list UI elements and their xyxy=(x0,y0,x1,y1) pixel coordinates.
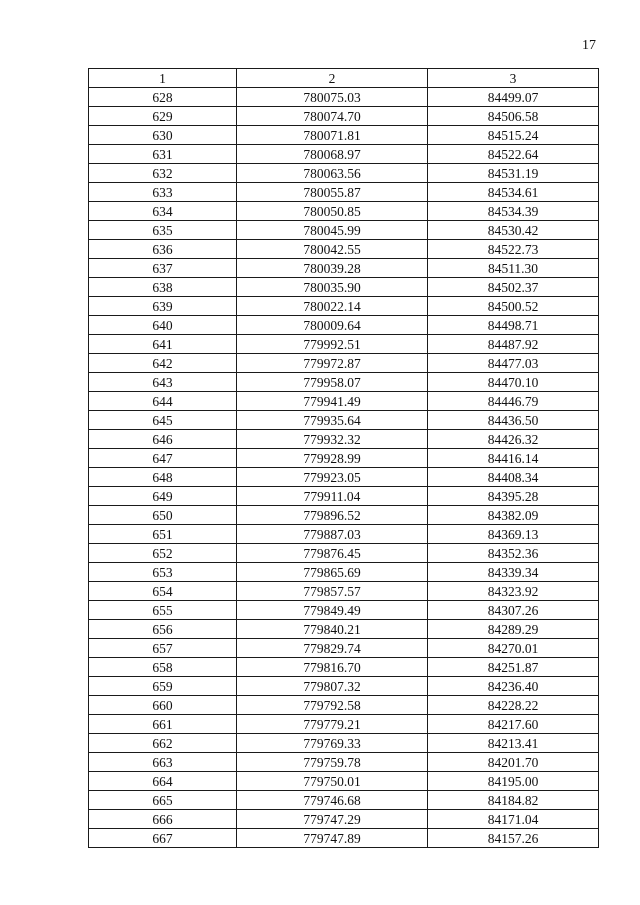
point-number-cell: 666 xyxy=(89,810,237,829)
point-number-cell: 631 xyxy=(89,145,237,164)
y-coordinate-cell: 84157.26 xyxy=(428,829,599,848)
point-number-cell: 655 xyxy=(89,601,237,620)
x-coordinate-cell: 779865.69 xyxy=(237,563,428,582)
x-coordinate-cell: 779779.21 xyxy=(237,715,428,734)
table-row xyxy=(89,354,599,373)
table-row xyxy=(89,335,599,354)
y-coordinate-cell: 84395.28 xyxy=(428,487,599,506)
y-coordinate-cell: 84522.64 xyxy=(428,145,599,164)
x-coordinate-cell: 780075.03 xyxy=(237,88,428,107)
point-number-cell: 628 xyxy=(89,88,237,107)
x-coordinate-cell: 779958.07 xyxy=(237,373,428,392)
y-coordinate-cell: 84436.50 xyxy=(428,411,599,430)
x-coordinate-cell: 780022.14 xyxy=(237,297,428,316)
x-coordinate-cell: 779911.04 xyxy=(237,487,428,506)
y-coordinate-cell: 84270.01 xyxy=(428,639,599,658)
y-coordinate-cell: 84369.13 xyxy=(428,525,599,544)
point-number-cell: 635 xyxy=(89,221,237,240)
table-row xyxy=(89,506,599,525)
table-row xyxy=(89,88,599,107)
point-number-cell: 642 xyxy=(89,354,237,373)
y-coordinate-cell: 84213.41 xyxy=(428,734,599,753)
y-coordinate-cell: 84171.04 xyxy=(428,810,599,829)
y-coordinate-cell: 84408.34 xyxy=(428,468,599,487)
point-number-cell: 629 xyxy=(89,107,237,126)
table-row xyxy=(89,487,599,506)
x-coordinate-cell: 779759.78 xyxy=(237,753,428,772)
header-row xyxy=(89,69,599,88)
table-row xyxy=(89,658,599,677)
point-number-cell: 640 xyxy=(89,316,237,335)
point-number-cell: 638 xyxy=(89,278,237,297)
point-number-cell: 648 xyxy=(89,468,237,487)
point-number-cell: 658 xyxy=(89,658,237,677)
x-coordinate-cell: 780074.70 xyxy=(237,107,428,126)
y-coordinate-cell: 84426.32 xyxy=(428,430,599,449)
point-number-cell: 663 xyxy=(89,753,237,772)
table-row xyxy=(89,164,599,183)
y-coordinate-cell: 84382.09 xyxy=(428,506,599,525)
x-coordinate-cell: 779923.05 xyxy=(237,468,428,487)
table-row xyxy=(89,107,599,126)
point-number-cell: 644 xyxy=(89,392,237,411)
table-row xyxy=(89,259,599,278)
x-coordinate-cell: 779876.45 xyxy=(237,544,428,563)
point-number-cell: 654 xyxy=(89,582,237,601)
y-coordinate-cell: 84487.92 xyxy=(428,335,599,354)
y-coordinate-cell: 84470.10 xyxy=(428,373,599,392)
point-number-cell: 660 xyxy=(89,696,237,715)
point-number-cell: 643 xyxy=(89,373,237,392)
y-coordinate-cell: 84339.34 xyxy=(428,563,599,582)
table-row xyxy=(89,829,599,848)
x-coordinate-cell: 780042.55 xyxy=(237,240,428,259)
y-coordinate-cell: 84534.61 xyxy=(428,183,599,202)
y-coordinate-cell: 84530.42 xyxy=(428,221,599,240)
x-coordinate-cell: 779941.49 xyxy=(237,392,428,411)
x-coordinate-cell: 780063.56 xyxy=(237,164,428,183)
column-header-1: 1 xyxy=(89,69,237,88)
y-coordinate-cell: 84499.07 xyxy=(428,88,599,107)
y-coordinate-cell: 84352.36 xyxy=(428,544,599,563)
coordinates-table xyxy=(88,68,599,848)
point-number-cell: 657 xyxy=(89,639,237,658)
x-coordinate-cell: 779769.33 xyxy=(237,734,428,753)
y-coordinate-cell: 84498.71 xyxy=(428,316,599,335)
y-coordinate-cell: 84534.39 xyxy=(428,202,599,221)
table-row xyxy=(89,620,599,639)
table-row xyxy=(89,202,599,221)
table-row xyxy=(89,677,599,696)
point-number-cell: 650 xyxy=(89,506,237,525)
table-row xyxy=(89,715,599,734)
point-number-cell: 634 xyxy=(89,202,237,221)
y-coordinate-cell: 84500.52 xyxy=(428,297,599,316)
table-row xyxy=(89,639,599,658)
x-coordinate-cell: 779816.70 xyxy=(237,658,428,677)
y-coordinate-cell: 84531.19 xyxy=(428,164,599,183)
point-number-cell: 633 xyxy=(89,183,237,202)
y-coordinate-cell: 84228.22 xyxy=(428,696,599,715)
point-number-cell: 656 xyxy=(89,620,237,639)
x-coordinate-cell: 780068.97 xyxy=(237,145,428,164)
point-number-cell: 636 xyxy=(89,240,237,259)
x-coordinate-cell: 779746.68 xyxy=(237,791,428,810)
table-row xyxy=(89,582,599,601)
table-row xyxy=(89,525,599,544)
table-row xyxy=(89,145,599,164)
table-row xyxy=(89,430,599,449)
table-row xyxy=(89,240,599,259)
y-coordinate-cell: 84195.00 xyxy=(428,772,599,791)
y-coordinate-cell: 84184.82 xyxy=(428,791,599,810)
y-coordinate-cell: 84515.24 xyxy=(428,126,599,145)
y-coordinate-cell: 84502.37 xyxy=(428,278,599,297)
x-coordinate-cell: 780071.81 xyxy=(237,126,428,145)
x-coordinate-cell: 779829.74 xyxy=(237,639,428,658)
table-row xyxy=(89,810,599,829)
x-coordinate-cell: 779792.58 xyxy=(237,696,428,715)
x-coordinate-cell: 779750.01 xyxy=(237,772,428,791)
point-number-cell: 664 xyxy=(89,772,237,791)
table-row xyxy=(89,278,599,297)
x-coordinate-cell: 779807.32 xyxy=(237,677,428,696)
x-coordinate-cell: 779972.87 xyxy=(237,354,428,373)
y-coordinate-cell: 84307.26 xyxy=(428,601,599,620)
x-coordinate-cell: 780055.87 xyxy=(237,183,428,202)
column-header-3: 3 xyxy=(428,69,599,88)
table-row xyxy=(89,392,599,411)
point-number-cell: 665 xyxy=(89,791,237,810)
y-coordinate-cell: 84323.92 xyxy=(428,582,599,601)
x-coordinate-cell: 779747.89 xyxy=(237,829,428,848)
table-row xyxy=(89,183,599,202)
point-number-cell: 651 xyxy=(89,525,237,544)
x-coordinate-cell: 779896.52 xyxy=(237,506,428,525)
point-number-cell: 661 xyxy=(89,715,237,734)
point-number-cell: 641 xyxy=(89,335,237,354)
point-number-cell: 630 xyxy=(89,126,237,145)
y-coordinate-cell: 84217.60 xyxy=(428,715,599,734)
table-row xyxy=(89,601,599,620)
point-number-cell: 659 xyxy=(89,677,237,696)
x-coordinate-cell: 779992.51 xyxy=(237,335,428,354)
point-number-cell: 662 xyxy=(89,734,237,753)
table-row xyxy=(89,772,599,791)
table-row xyxy=(89,696,599,715)
x-coordinate-cell: 780050.85 xyxy=(237,202,428,221)
x-coordinate-cell: 779840.21 xyxy=(237,620,428,639)
x-coordinate-cell: 780045.99 xyxy=(237,221,428,240)
table-row xyxy=(89,411,599,430)
y-coordinate-cell: 84251.87 xyxy=(428,658,599,677)
table-row xyxy=(89,449,599,468)
table-row xyxy=(89,563,599,582)
table-row xyxy=(89,791,599,810)
point-number-cell: 649 xyxy=(89,487,237,506)
point-number-cell: 646 xyxy=(89,430,237,449)
table-row xyxy=(89,734,599,753)
x-coordinate-cell: 779932.32 xyxy=(237,430,428,449)
point-number-cell: 647 xyxy=(89,449,237,468)
page-number: 17 xyxy=(582,38,596,53)
table-body xyxy=(89,88,599,848)
x-coordinate-cell: 779849.49 xyxy=(237,601,428,620)
y-coordinate-cell: 84416.14 xyxy=(428,449,599,468)
column-header-2: 2 xyxy=(237,69,428,88)
point-number-cell: 653 xyxy=(89,563,237,582)
x-coordinate-cell: 780009.64 xyxy=(237,316,428,335)
table-row xyxy=(89,544,599,563)
x-coordinate-cell: 779935.64 xyxy=(237,411,428,430)
point-number-cell: 652 xyxy=(89,544,237,563)
x-coordinate-cell: 779747.29 xyxy=(237,810,428,829)
y-coordinate-cell: 84289.29 xyxy=(428,620,599,639)
y-coordinate-cell: 84506.58 xyxy=(428,107,599,126)
y-coordinate-cell: 84511.30 xyxy=(428,259,599,278)
y-coordinate-cell: 84446.79 xyxy=(428,392,599,411)
x-coordinate-cell: 779857.57 xyxy=(237,582,428,601)
x-coordinate-cell: 780035.90 xyxy=(237,278,428,297)
table-row xyxy=(89,126,599,145)
point-number-cell: 632 xyxy=(89,164,237,183)
y-coordinate-cell: 84201.70 xyxy=(428,753,599,772)
x-coordinate-cell: 779928.99 xyxy=(237,449,428,468)
table-row xyxy=(89,297,599,316)
x-coordinate-cell: 779887.03 xyxy=(237,525,428,544)
point-number-cell: 639 xyxy=(89,297,237,316)
table-header xyxy=(89,69,599,88)
point-number-cell: 645 xyxy=(89,411,237,430)
y-coordinate-cell: 84236.40 xyxy=(428,677,599,696)
table-row xyxy=(89,753,599,772)
x-coordinate-cell: 780039.28 xyxy=(237,259,428,278)
y-coordinate-cell: 84477.03 xyxy=(428,354,599,373)
point-number-cell: 637 xyxy=(89,259,237,278)
table-row xyxy=(89,373,599,392)
y-coordinate-cell: 84522.73 xyxy=(428,240,599,259)
table-row xyxy=(89,316,599,335)
table-row xyxy=(89,221,599,240)
table-row xyxy=(89,468,599,487)
point-number-cell: 667 xyxy=(89,829,237,848)
